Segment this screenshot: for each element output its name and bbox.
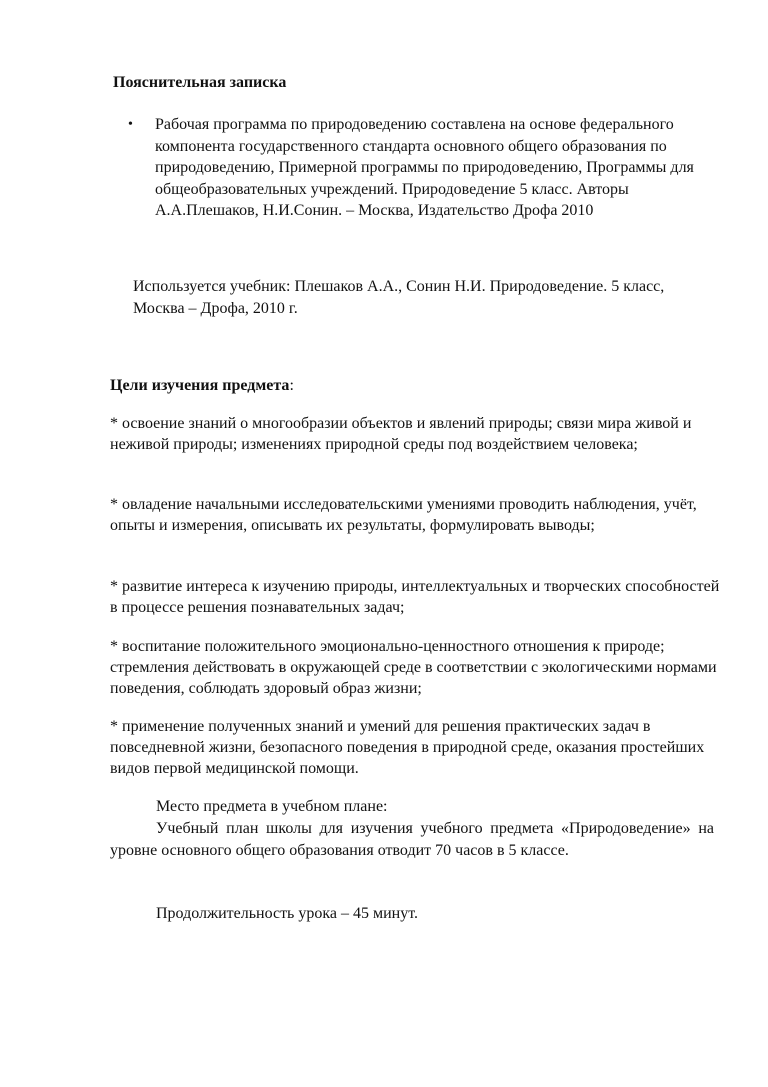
goals-heading-colon: : — [289, 377, 294, 394]
bullet-icon: • — [128, 117, 133, 132]
program-basis-text: Рабочая программа по природоведению составлена на основе федерального компонента государственного стандарта основного общего образования по природоведению, Примерной программы по природоведению, Программы для общеобразовательных учреждений. Природоведение 5 класс. Авторы А.А.Плешаков, Н.И.Сонин. – Москва, Издательство Дрофа 2010 — [155, 116, 694, 219]
goal-item: * применение полученных знаний и умений для решения практических задач в повседневной жизни, безопасного поведения в природной среде, оказания простейших видов первой медицинской помощи. — [110, 718, 705, 777]
curriculum-place-heading: Место предмета в учебном плане: — [156, 798, 388, 815]
goals-heading — [110, 375, 294, 397]
page-title: Пояснительная записка — [113, 74, 287, 91]
goal-item: * воспитание положительного эмоционально-ценностного отношения к природе; стремления действовать в окружающей среде в соответствии с экологическими нормами поведения, соблюдать здоровый образ жизни; — [110, 638, 717, 697]
goals-heading-label: Цели изучения предмета — [110, 377, 290, 394]
goal-item: * овладение начальными исследовательскими умениями проводить наблюдения, учёт, опыты и измерения, описывать их результаты, формулировать выводы; — [110, 496, 697, 534]
textbook-paragraph: Используется учебник: Плешаков А.А., Сонин Н.И. Природоведение. 5 класс, Москва – Дрофа, 2010 г. — [133, 278, 665, 317]
goal-item: * освоение знаний о многообразии объектов и явлений природы; связи мира живой и неживой природы; изменениях природной среды под воздействием человека; — [110, 415, 692, 453]
curriculum-paragraph: Учебный план школы для изучения учебного предмета «Природоведение» на уровне основного общего образования отводит 70 часов в 5 классе. — [110, 820, 714, 859]
list-item — [128, 114, 728, 222]
lesson-duration: Продолжительность урока – 45 минут. — [156, 905, 419, 922]
program-basis-list — [128, 114, 728, 222]
goal-item: * развитие интереса к изучению природы, интеллектуальных и творческих способностей в процессе решения познавательных задач; — [110, 578, 720, 616]
